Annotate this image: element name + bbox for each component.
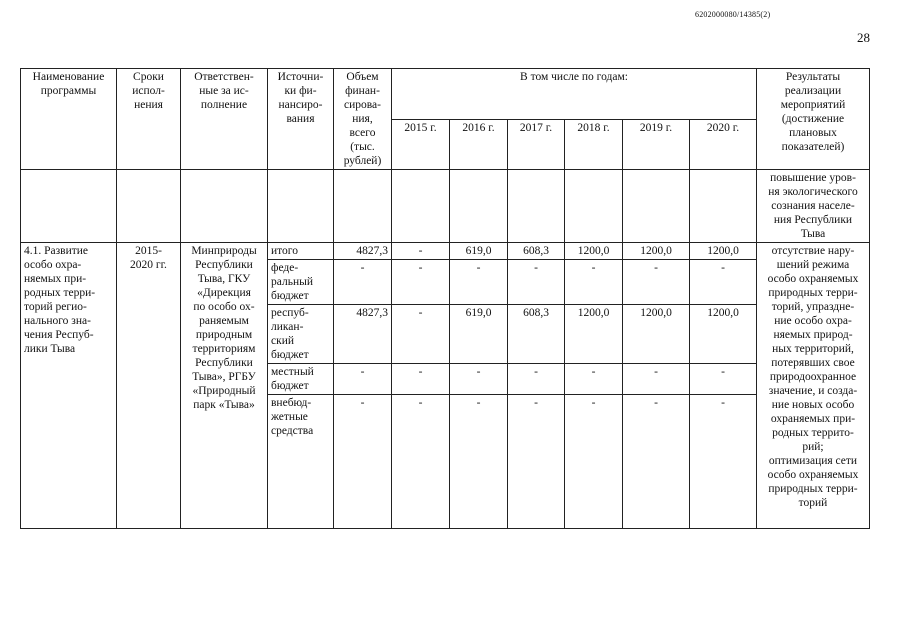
year-cell: 1200,0 xyxy=(565,305,623,364)
year-cell: - xyxy=(508,364,565,395)
header-row xyxy=(21,69,870,120)
header-year: 2019 г. xyxy=(623,119,690,170)
program-result: отсутствие нару- шений режима особо охраняемых природных терри- торий, упраздне- ние особо охра- няемых природ- ных территорий, потерявших свое природоохранное значение, и созда- ние новых особо охраняемых при- родных террито- рий; оптимизация сети особо охраняемых природных терри- торий xyxy=(757,243,870,529)
header-year: 2020 г. xyxy=(690,119,757,170)
document-id: 6202000080/14385(2) xyxy=(695,10,771,19)
year-cell: - xyxy=(565,395,623,529)
year-cell: - xyxy=(392,364,450,395)
year-cell: - xyxy=(508,395,565,529)
header-terms: Сроки испол- нения xyxy=(117,69,181,170)
year-cell: - xyxy=(392,243,450,260)
year-cell: - xyxy=(392,305,450,364)
header-volume: Объем финан- сирова- ния, всего (тыс. рублей) xyxy=(334,69,392,170)
total-cell: - xyxy=(334,395,392,529)
program-responsible: Минприроды Республики Тыва, ГКУ «Дирекция по особо ох- раняемым природным территориям Республики Тыва», РГБУ «Природный парк «Тыва» xyxy=(181,243,268,529)
year-cell: 1200,0 xyxy=(565,243,623,260)
total-cell: 4827,3 xyxy=(334,243,392,260)
year-cell: - xyxy=(690,395,757,529)
year-cell: - xyxy=(565,260,623,305)
source-cell: внебюд- жетные средства xyxy=(268,395,334,529)
year-cell: - xyxy=(690,364,757,395)
program-name: 4.1. Развитие особо охра- няемых при- родных терри- торий регио- нального зна- чения Респуб- лики Тыва xyxy=(21,243,117,529)
header-year: 2015 г. xyxy=(392,119,450,170)
year-cell: - xyxy=(690,260,757,305)
year-cell: 1200,0 xyxy=(690,243,757,260)
continuation-row xyxy=(21,170,870,243)
year-cell: - xyxy=(450,364,508,395)
source-cell: респуб- ликан- ский бюджет xyxy=(268,305,334,364)
program-table xyxy=(20,68,870,529)
year-cell: - xyxy=(623,260,690,305)
source-cell: итого xyxy=(268,243,334,260)
source-cell: местный бюджет xyxy=(268,364,334,395)
header-by-years: В том числе по годам: xyxy=(392,69,757,120)
year-cell: 1200,0 xyxy=(623,305,690,364)
header-responsible: Ответствен- ные за ис- полнение xyxy=(181,69,268,170)
source-cell: феде- ральный бюджет xyxy=(268,260,334,305)
year-cell: - xyxy=(508,260,565,305)
year-cell: - xyxy=(623,395,690,529)
year-cell: - xyxy=(392,395,450,529)
header-results: Результаты реализации мероприятий (достижение плановых показателей) xyxy=(757,69,870,170)
page-number: 28 xyxy=(857,30,870,45)
table-row xyxy=(21,243,870,260)
year-cell: - xyxy=(450,260,508,305)
continuation-result: повышение уров- ня экологического сознания населе- ния Республики Тыва xyxy=(757,170,870,243)
total-cell: 4827,3 xyxy=(334,305,392,364)
year-cell: 608,3 xyxy=(508,305,565,364)
header-year: 2018 г. xyxy=(565,119,623,170)
header-year: 2017 г. xyxy=(508,119,565,170)
header-year: 2016 г. xyxy=(450,119,508,170)
year-cell: - xyxy=(450,395,508,529)
year-cell: - xyxy=(392,260,450,305)
year-cell: - xyxy=(623,364,690,395)
year-cell: - xyxy=(565,364,623,395)
year-cell: 1200,0 xyxy=(623,243,690,260)
year-cell: 1200,0 xyxy=(690,305,757,364)
year-cell: 608,3 xyxy=(508,243,565,260)
total-cell: - xyxy=(334,260,392,305)
header-program: Наименование программы xyxy=(21,69,117,170)
total-cell: - xyxy=(334,364,392,395)
header-sources: Источни- ки фи- нансиро- вания xyxy=(268,69,334,170)
program-terms: 2015- 2020 гг. xyxy=(117,243,181,529)
year-cell: 619,0 xyxy=(450,243,508,260)
year-cell: 619,0 xyxy=(450,305,508,364)
